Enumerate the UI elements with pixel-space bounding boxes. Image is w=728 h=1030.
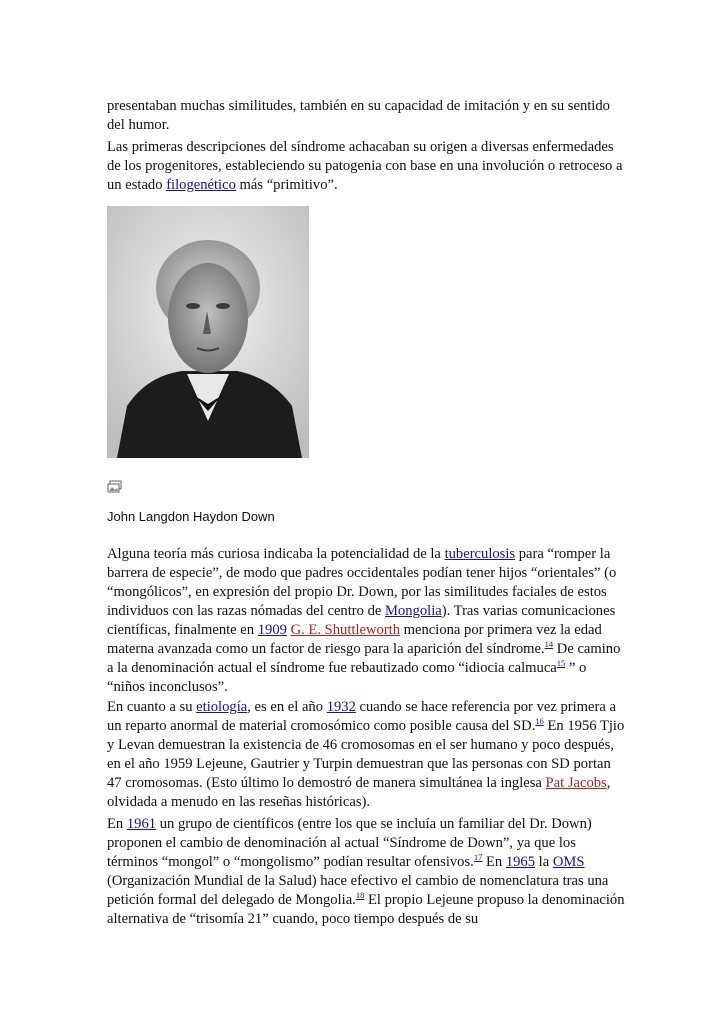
link-filogenetico[interactable]: filogenético bbox=[166, 177, 236, 193]
paragraph-4: En cuanto a su etiología, es en el año 1932 cuando se hace referencia por vez primera a un reparto anormal de material cromosómico como posible causa del SD.$^{16}$ En 1956 Tjio y Levan demuestran la existencia de 46 cromosomas en el ser humano y poco después, en el año 1959 Lejeune, Gautrier y Turpin demuestran que las personas con SD portan 47 cromosomas. (Esto último lo demostró de manera simultánea la inglesa Pat Jacobs, olvidada a menudo en las reseñas históricas). bbox=[107, 699, 625, 810]
link-oms[interactable]: OMS bbox=[552, 854, 585, 870]
link-etiologia[interactable]: etiología bbox=[196, 699, 248, 715]
footnote-18[interactable]: 18 bbox=[355, 890, 365, 901]
paragraph-2: Las primeras descripciones del síndrome achacaban su origen a diversas enfermedades de los progenitores, estableciendo su patogenia con base en una involución o retroceso a un estado filogenético más “primitivo”. bbox=[107, 139, 623, 193]
footnote-15[interactable]: 15 bbox=[556, 658, 566, 669]
paragraph-1: presentaban muchas similitudes, también en su capacidad de imitación y en su sentido del humor. bbox=[107, 98, 610, 133]
paragraph-5: En 1961 un grupo de científicos (entre los que se incluía un familiar del Dr. Down) proponen el cambio de denominación al actual “Síndrome de Down”, ya que los términos “mongol” o “mongolismo” podían resultar ofensivos.$^{17}$ En 1965 la OMS (Organización Mundial de la Salud) hace efectivo el cambio de nomenclatura tras una petición formal del delegado de Mongolia.$^{18}$ El propio Lejeune propuso la denominación alternativa de “trisomía 21” cuando, poco tiempo después de su bbox=[107, 816, 625, 927]
photo-caption: John Langdon Haydon Down bbox=[107, 509, 275, 524]
image-placeholder-icon bbox=[107, 480, 123, 494]
link-pat-jacobs[interactable]: Pat Jacobs bbox=[545, 775, 607, 791]
footnote-17[interactable]: 17 bbox=[473, 852, 483, 863]
link-1909[interactable]: 1909 bbox=[257, 622, 287, 638]
footnote-16[interactable]: 16 bbox=[535, 716, 544, 727]
link-mongolia[interactable]: Mongolia bbox=[385, 603, 442, 619]
link-1965[interactable]: 1965 bbox=[505, 854, 536, 870]
footnote-14[interactable]: 14 bbox=[544, 639, 554, 650]
link-shuttleworth[interactable]: G. E. Shuttleworth bbox=[290, 622, 401, 638]
link-1932[interactable]: 1932 bbox=[326, 699, 356, 715]
paragraph-3: Alguna teoría más curiosa indicaba la potencialidad de la tuberculosis para “romper la barrera de especie”, de modo que padres occidentales podían tener hijos “orientales” (o “mongólicos”, en expresión del propio Dr. Down, por las similitudes faciales de estos individuos con las razas nómadas del centro de Mongolia). Tras varias comunicaciones científicas, finalmente en 1909 G. E. Shuttleworth menciona por primera vez la edad materna avanzada como un factor de riesgo para la aparición del síndrome.$^{14}$ De camino a la denominación actual el síndrome fue rebautizado como “idiocia calmuca$^{15}$ ” o “niños inconclusos”. bbox=[107, 546, 621, 695]
portrait-photo bbox=[107, 206, 309, 458]
link-tuberculosis[interactable]: tuberculosis bbox=[444, 546, 516, 562]
link-1961[interactable]: 1961 bbox=[126, 816, 157, 832]
